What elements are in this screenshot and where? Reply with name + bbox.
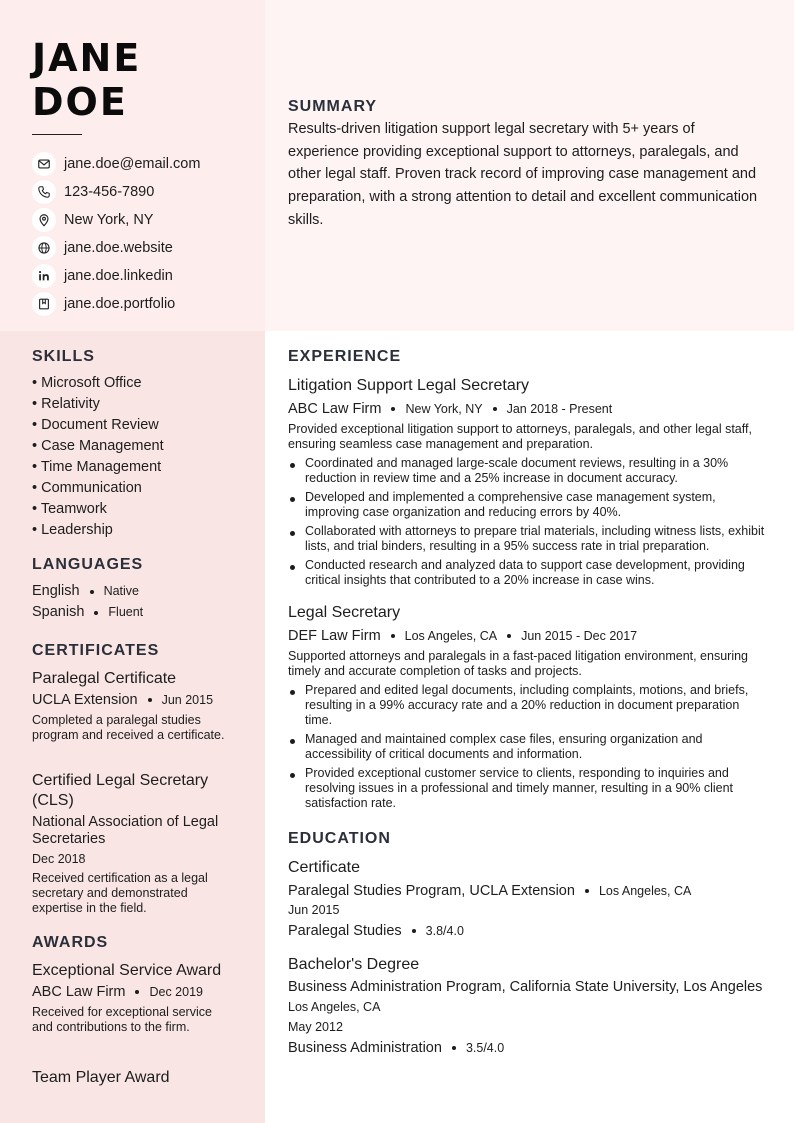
contact-phone[interactable] xyxy=(32,178,200,206)
job-company: ABC Law Firm xyxy=(288,401,382,417)
job-entry xyxy=(288,376,768,592)
certificate-desc: Completed a paralegal studies program and received a certificate. xyxy=(32,713,225,742)
contact-portfolio[interactable] xyxy=(32,290,200,318)
award-title: Team Player Award xyxy=(32,1069,170,1086)
education-gpa: 3.8/4.0 xyxy=(425,924,464,938)
contact-linkedin-text: jane.doe.linkedin xyxy=(64,268,173,284)
job-bullet: Provided exceptional customer service to clients, responding to inquiries and resolving issues in a professional and timely manner, resulting in a 90% client satisfaction rate. xyxy=(288,766,768,811)
education-meta xyxy=(288,882,768,900)
skill-item: • Relativity xyxy=(32,396,100,412)
contact-location xyxy=(32,206,200,234)
job-bullet: Managed and maintained complex case files, ensuring organization and accessibility of critical documents and information. xyxy=(288,732,768,762)
education-date: May 2012 xyxy=(288,1020,343,1034)
job-bullet: Developed and implemented a comprehensive case management system, improving case organization and reducing errors by 40%. xyxy=(288,490,768,520)
separator-dot xyxy=(94,611,98,615)
name-last: DOE xyxy=(32,80,128,124)
skills-list xyxy=(32,373,232,541)
award-item xyxy=(32,961,232,1035)
separator-dot xyxy=(391,407,395,411)
education-program: Paralegal Studies Program, UCLA Extension xyxy=(288,883,575,899)
skill-item: • Document Review xyxy=(32,417,159,433)
separator-dot xyxy=(90,590,94,594)
certificate-date: Jun 2015 xyxy=(161,693,214,707)
education-degree: Bachelor's Degree xyxy=(288,956,420,973)
language-name: Spanish xyxy=(32,604,85,620)
job-bullets xyxy=(288,683,768,811)
certificate-item xyxy=(32,771,232,916)
certificate-meta xyxy=(32,691,232,709)
job-summary: Supported attorneys and paralegals in a fast-paced litigation environment, ensuring timely and accurate completion of tasks and projects. xyxy=(288,649,749,678)
candidate-name xyxy=(32,36,141,124)
phone-icon xyxy=(32,180,56,204)
job-bullet: Prepared and edited legal documents, including complaints, motions, and briefs, resulting in a 99% accuracy rate and a 20% reduction in document preparation time. xyxy=(288,683,768,728)
award-meta xyxy=(32,983,232,1001)
language-item xyxy=(32,581,232,602)
skill-item: • Communication xyxy=(32,480,142,496)
languages-list xyxy=(32,581,232,623)
certificate-title: Paralegal Certificate xyxy=(32,670,177,687)
language-item xyxy=(32,602,232,623)
skills-heading: SKILLS xyxy=(32,348,95,365)
education-entry xyxy=(288,858,768,940)
skill-item: • Microsoft Office xyxy=(32,375,142,391)
award-item xyxy=(32,1068,232,1088)
experience-heading: EXPERIENCE xyxy=(288,348,402,365)
certificate-item xyxy=(32,669,232,743)
separator-dot xyxy=(135,990,139,994)
skill-item: • Time Management xyxy=(32,459,162,475)
contact-list xyxy=(32,150,200,318)
contact-portfolio-text: jane.doe.portfolio xyxy=(64,296,176,312)
education-degree: Certificate xyxy=(288,859,361,876)
contact-website-text: jane.doe.website xyxy=(64,240,173,256)
certificate-issuer: UCLA Extension xyxy=(32,692,138,708)
summary-text: Results-driven litigation support legal secretary with 5+ years of experience providing exceptional support to attorneys, paralegals, and other legal staff. Proven track record of improving case management and preparation, with a strong attention to detail and excellent communication skills. xyxy=(288,121,758,228)
job-summary: Provided exceptional litigation support to attorneys, paralegals, and other legal staff, ensuring seamless case management and preparation. xyxy=(288,422,752,451)
job-bullet: Conducted research and analyzed data to support case development, providing critical insights that contributed to a 20% increase in case wins. xyxy=(288,558,768,588)
skill-item: • Leadership xyxy=(32,522,113,538)
email-icon xyxy=(32,152,56,176)
location-icon xyxy=(32,208,56,232)
contact-phone-text: 123-456-7890 xyxy=(64,184,155,200)
job-bullet: Coordinated and managed large-scale document reviews, resulting in a 30% reduction in review time and a 25% increase in document accuracy. xyxy=(288,456,768,486)
language-name: English xyxy=(32,583,80,599)
job-meta xyxy=(288,627,768,645)
language-level: Native xyxy=(103,584,139,598)
education-entry xyxy=(288,955,768,1057)
separator-dot xyxy=(507,634,511,638)
job-title: Litigation Support Legal Secretary xyxy=(288,377,530,394)
education-gpa: 3.5/4.0 xyxy=(465,1041,505,1055)
certificate-issuer: National Association of Legal Secretaries xyxy=(32,814,219,847)
awards-heading: AWARDS xyxy=(32,934,109,951)
contact-location-text: New York, NY xyxy=(64,212,154,228)
languages-heading: LANGUAGES xyxy=(32,556,144,573)
job-bullets xyxy=(288,456,768,588)
contact-email-text: jane.doe@email.com xyxy=(64,156,201,172)
linkedin-icon xyxy=(32,264,56,288)
job-dates: Jan 2018 - Present xyxy=(506,402,613,416)
certificates-heading: CERTIFICATES xyxy=(32,642,160,659)
certificate-title: Certified Legal Secretary (CLS) xyxy=(32,772,209,809)
separator-dot xyxy=(148,698,152,702)
education-heading: EDUCATION xyxy=(288,830,391,847)
education-field: Paralegal Studies xyxy=(288,923,402,939)
award-date: Dec 2019 xyxy=(149,985,203,999)
education-field-row xyxy=(288,922,768,940)
award-title: Exceptional Service Award xyxy=(32,962,222,979)
job-location: New York, NY xyxy=(405,402,483,416)
certificate-desc: Received certification as a legal secretary and demonstrated expertise in the field. xyxy=(32,871,208,915)
contact-linkedin[interactable] xyxy=(32,262,200,290)
award-desc: Received for exceptional service and contributions to the firm. xyxy=(32,1005,212,1034)
job-meta xyxy=(288,400,768,418)
contact-website[interactable] xyxy=(32,234,200,262)
separator-dot xyxy=(493,407,497,411)
education-field: Business Administration xyxy=(288,1040,442,1056)
summary-heading: SUMMARY xyxy=(288,98,378,115)
contact-email[interactable] xyxy=(32,150,200,178)
education-program: Business Administration Program, California State University, Los Angeles xyxy=(288,979,763,995)
portfolio-icon xyxy=(32,292,56,316)
separator-dot xyxy=(412,929,416,933)
job-dates: Jun 2015 - Dec 2017 xyxy=(521,629,638,643)
job-location: Los Angeles, CA xyxy=(404,629,498,643)
award-issuer: ABC Law Firm xyxy=(32,984,126,1000)
education-field-row xyxy=(288,1039,768,1057)
name-first: JANE xyxy=(32,36,142,80)
certificate-date: Dec 2018 xyxy=(32,852,86,866)
job-entry xyxy=(288,603,768,815)
education-location: Los Angeles, CA xyxy=(288,1000,381,1014)
education-location: Los Angeles, CA xyxy=(598,884,692,898)
education-date: Jun 2015 xyxy=(288,903,340,917)
name-divider xyxy=(32,134,82,135)
separator-dot xyxy=(585,889,589,893)
job-bullet: Collaborated with attorneys to prepare trial materials, including witness lists, exhibit lists, and trial binders, resulting in a 95% success rate in trial preparation. xyxy=(288,524,768,554)
job-company: DEF Law Firm xyxy=(288,628,381,644)
job-title: Legal Secretary xyxy=(288,604,401,621)
skill-item: • Teamwork xyxy=(32,501,107,517)
separator-dot xyxy=(452,1046,456,1050)
language-level: Fluent xyxy=(108,605,144,619)
skill-item: • Case Management xyxy=(32,438,164,454)
separator-dot xyxy=(391,634,395,638)
globe-icon xyxy=(32,236,56,260)
